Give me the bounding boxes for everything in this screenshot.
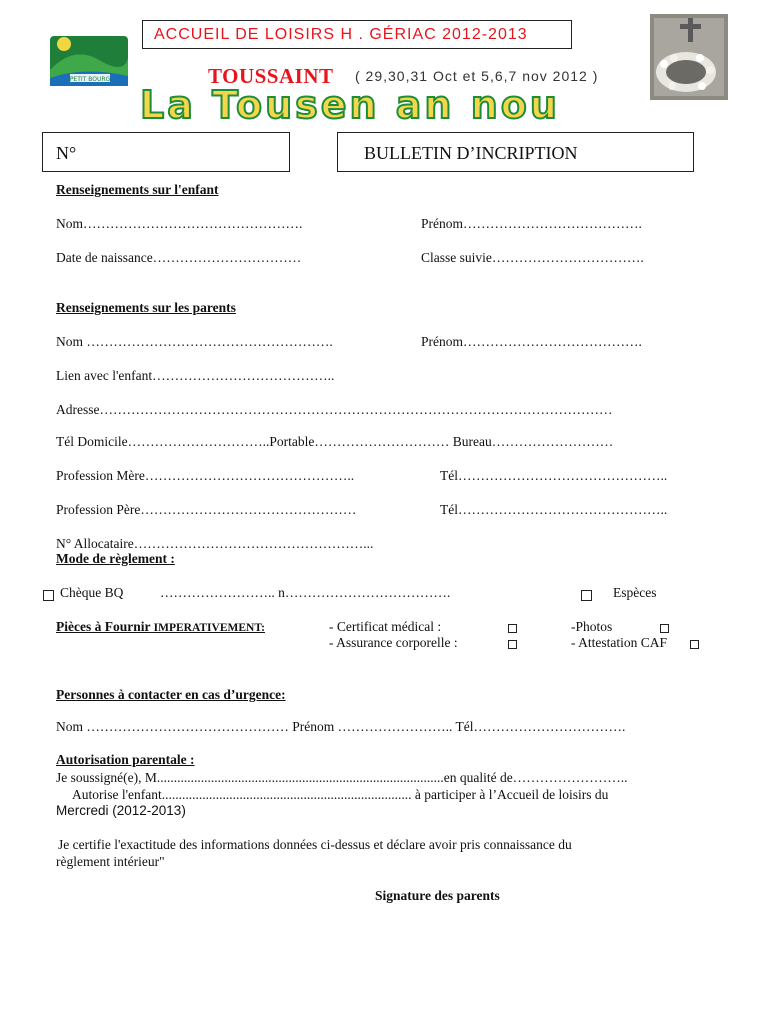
telephone-field[interactable]: Tél Domicile…………………………..Portable………………………… Bureau……………………… bbox=[56, 434, 614, 449]
especes-checkbox[interactable] bbox=[581, 590, 592, 601]
autorisation-line-2[interactable]: Autorise l'enfant.......................................................................... à participer à l’Accueil de loisirs du bbox=[72, 787, 609, 802]
lien-field[interactable]: Lien avec l'enfant………………………………….. bbox=[56, 368, 335, 383]
autorisation-line-1[interactable]: Je soussigné(e), M.....................................................................................en qualité de…………………….. bbox=[56, 770, 628, 785]
pieces-heading-text: Pièces à Fournir bbox=[56, 619, 151, 634]
cheque-number-field[interactable]: …………………….. n………………………………. bbox=[160, 585, 451, 600]
petit-bourg-logo bbox=[44, 30, 134, 100]
certification-line-2: règlement intérieur" bbox=[56, 854, 165, 869]
especes-label: Espèces bbox=[613, 585, 657, 600]
number-label: N° bbox=[56, 143, 77, 163]
attestation-checkbox[interactable] bbox=[690, 640, 699, 649]
photos-label: -Photos bbox=[571, 619, 613, 634]
adresse-field[interactable]: Adresse…………………………………………………………………………………………………… bbox=[56, 402, 613, 417]
parent-prenom-field[interactable]: Prénom…………………………………. bbox=[421, 334, 642, 349]
assurance-label: - Assurance corporelle : bbox=[329, 635, 458, 650]
child-prenom-field[interactable]: Prénom…………………………………. bbox=[421, 216, 642, 231]
urgence-section-heading: Personnes à contacter en cas d’urgence: bbox=[56, 687, 286, 702]
parent-nom-field[interactable]: Nom ………………………………………………. bbox=[56, 334, 333, 349]
autorisation-section-heading: Autorisation parentale : bbox=[56, 752, 195, 767]
tel-mere-field[interactable]: Tél……………………………………….. bbox=[440, 468, 668, 483]
cheque-label: Chèque BQ bbox=[60, 585, 124, 600]
number-box[interactable] bbox=[42, 132, 290, 172]
decorated-grave-photo bbox=[650, 14, 728, 100]
bulletin-title: BULLETIN D’INCRIPTION bbox=[364, 143, 578, 163]
parents-section-heading: Renseignements sur les parents bbox=[56, 300, 236, 315]
certificat-checkbox[interactable] bbox=[508, 624, 517, 633]
profession-mere-field[interactable]: Profession Mère……………………………………….. bbox=[56, 468, 355, 483]
page-title: ACCUEIL DE LOISIRS H . GÉRIAC 2012-2013 bbox=[154, 26, 528, 43]
allocataire-field[interactable]: N° Allocataire……………………………………………... bbox=[56, 536, 374, 551]
attestation-label: - Attestation CAF bbox=[571, 635, 668, 650]
profession-pere-field[interactable]: Profession Père………………………………………… bbox=[56, 502, 357, 517]
event-name: TOUSSAINT bbox=[208, 64, 334, 88]
tel-pere-field[interactable]: Tél……………………………………….. bbox=[440, 502, 668, 517]
certification-line-1: Je certifie l'exactitude des informations données ci-dessus et déclare avoir pris connaissance du bbox=[58, 837, 572, 852]
signature-label: Signature des parents bbox=[375, 888, 500, 903]
child-classe-field[interactable]: Classe suivie……………………………. bbox=[421, 250, 644, 265]
pieces-heading-suffix: IMPERATIVEMENT: bbox=[153, 622, 265, 634]
child-dob-field[interactable]: Date de naissance…………………………… bbox=[56, 250, 302, 265]
urgence-contact-field[interactable]: Nom ……………………………………… Prénom …………………….. Tél……………………………. bbox=[56, 719, 626, 734]
reglement-section-heading: Mode de règlement : bbox=[56, 551, 175, 566]
photos-checkbox[interactable] bbox=[660, 624, 669, 633]
assurance-checkbox[interactable] bbox=[508, 640, 517, 649]
logo-caption: PETIT BOURG bbox=[69, 76, 111, 83]
child-section-heading: Renseignements sur l'enfant bbox=[56, 182, 219, 197]
pieces-section-heading bbox=[56, 619, 265, 635]
autorisation-line-3: Mercredi (2012-2013) bbox=[56, 803, 186, 818]
child-nom-field[interactable]: Nom…………………………………………. bbox=[56, 216, 303, 231]
certificat-label: - Certificat médical : bbox=[329, 619, 442, 634]
cheque-checkbox[interactable] bbox=[43, 590, 54, 601]
event-dates: ( 29,30,31 Oct et 5,6,7 nov 2012 ) bbox=[355, 68, 599, 84]
slogan: La Tousen an nou bbox=[140, 83, 560, 127]
